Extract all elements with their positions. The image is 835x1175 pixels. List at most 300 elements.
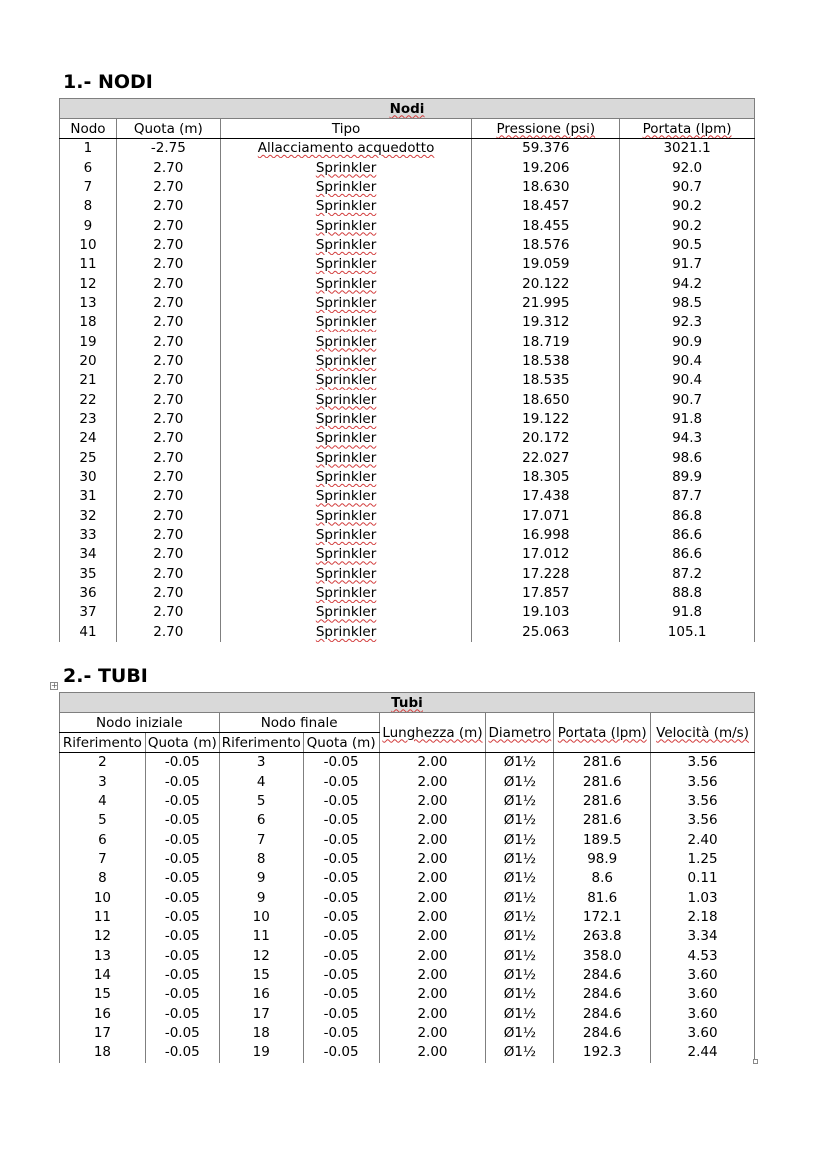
table-row bbox=[60, 565, 755, 584]
table-row bbox=[60, 623, 755, 642]
table-cell: -0.05 bbox=[145, 908, 219, 927]
table-cell: 32 bbox=[60, 507, 117, 526]
table-cell: 2.00 bbox=[379, 753, 486, 773]
tubi-header-diametro-label: Diametro bbox=[488, 724, 552, 741]
table-cell-text: Sprinkler bbox=[315, 256, 377, 273]
table-cell: 18 bbox=[60, 313, 117, 332]
tubi-header-velocita-label: Velocità (m/s) bbox=[656, 724, 749, 741]
tubi-header-nodo-finale: Nodo finale bbox=[219, 713, 379, 733]
table-cell: Ø1½ bbox=[486, 753, 554, 773]
table-cell bbox=[220, 468, 472, 487]
table-cell: 284.6 bbox=[554, 1024, 651, 1043]
table-row bbox=[60, 584, 755, 603]
table-cell: 15 bbox=[60, 985, 146, 1004]
table-cell: 2.00 bbox=[379, 811, 486, 830]
table-cell: 3.56 bbox=[651, 811, 755, 830]
table-cell: 2.70 bbox=[116, 332, 220, 351]
table-cell: 2.70 bbox=[116, 468, 220, 487]
table-cell: 86.8 bbox=[620, 507, 755, 526]
table-cell: 8 bbox=[219, 850, 303, 869]
table-cell: 2.00 bbox=[379, 1043, 486, 1062]
table-cell: 3.60 bbox=[651, 966, 755, 985]
table-cell: 281.6 bbox=[554, 811, 651, 830]
table-cell: 6 bbox=[219, 811, 303, 830]
table-cell: 98.6 bbox=[620, 449, 755, 468]
table-cell: 18.630 bbox=[472, 178, 620, 197]
table-cell-text: Sprinkler bbox=[315, 410, 377, 427]
table-cell: 18.457 bbox=[472, 197, 620, 216]
table-cell: 10 bbox=[219, 908, 303, 927]
table-cell: 0.11 bbox=[651, 869, 755, 888]
table-cell: 92.3 bbox=[620, 313, 755, 332]
table-cell: 2.18 bbox=[651, 908, 755, 927]
table-cell-text: Sprinkler bbox=[315, 314, 377, 331]
table-cell: 90.5 bbox=[620, 236, 755, 255]
table-cell: 19.122 bbox=[472, 410, 620, 429]
table-cell: 281.6 bbox=[554, 792, 651, 811]
table-cell: 21.995 bbox=[472, 294, 620, 313]
table-cell: 31 bbox=[60, 487, 117, 506]
table-cell: -0.05 bbox=[303, 792, 379, 811]
table-cell: 3.56 bbox=[651, 772, 755, 791]
table-cell bbox=[220, 526, 472, 545]
tubi-header-nodo-iniziale: Nodo iniziale bbox=[60, 713, 220, 733]
table-cell: 3 bbox=[219, 753, 303, 773]
table-cell: 41 bbox=[60, 623, 117, 642]
table-row bbox=[60, 792, 755, 811]
table-cell: 19.103 bbox=[472, 603, 620, 622]
table-cell-text: Sprinkler bbox=[315, 546, 377, 563]
table-cell: 2.70 bbox=[116, 623, 220, 642]
table-cell: Ø1½ bbox=[486, 850, 554, 869]
table-cell: 2.70 bbox=[116, 565, 220, 584]
table-cell: 22 bbox=[60, 390, 117, 409]
table-cell: 10 bbox=[60, 888, 146, 907]
table-cell: 90.4 bbox=[620, 352, 755, 371]
table-cell: -0.05 bbox=[145, 985, 219, 1004]
nodi-header-nodo: Nodo bbox=[60, 119, 117, 139]
table-resize-handle[interactable] bbox=[753, 1059, 758, 1064]
table-cell: 20.172 bbox=[472, 429, 620, 448]
table-cell-text: Sprinkler bbox=[315, 527, 377, 544]
table-cell: -0.05 bbox=[303, 927, 379, 946]
table-cell: 11 bbox=[219, 927, 303, 946]
table-cell: Ø1½ bbox=[486, 869, 554, 888]
table-cell: 189.5 bbox=[554, 830, 651, 849]
table-row bbox=[60, 390, 755, 409]
table-cell: 3.34 bbox=[651, 927, 755, 946]
table-cell bbox=[220, 410, 472, 429]
table-cell: 2.70 bbox=[116, 584, 220, 603]
table-row bbox=[60, 888, 755, 907]
tubi-header-lunghezza bbox=[379, 713, 486, 753]
table-cell: 18 bbox=[60, 1043, 146, 1062]
tubi-table bbox=[59, 692, 755, 1063]
table-cell: -0.05 bbox=[303, 772, 379, 791]
table-cell: Ø1½ bbox=[486, 811, 554, 830]
table-cell: 18 bbox=[219, 1024, 303, 1043]
table-cell: -0.05 bbox=[303, 946, 379, 965]
table-cell: -0.05 bbox=[145, 753, 219, 773]
table-cell: 281.6 bbox=[554, 753, 651, 773]
table-cell: 21 bbox=[60, 371, 117, 390]
table-cell: Ø1½ bbox=[486, 1043, 554, 1062]
table-cell: 2.00 bbox=[379, 985, 486, 1004]
table-cell: 13 bbox=[60, 294, 117, 313]
table-cell: 7 bbox=[60, 850, 146, 869]
table-cell-text: Sprinkler bbox=[315, 217, 377, 234]
table-cell: 2.00 bbox=[379, 966, 486, 985]
tubi-header-quota-finale: Quota (m) bbox=[303, 733, 379, 753]
table-cell: 15 bbox=[219, 966, 303, 985]
table-row bbox=[60, 1004, 755, 1023]
table-cell: 3021.1 bbox=[620, 139, 755, 159]
table-cell: 94.2 bbox=[620, 274, 755, 293]
table-cell: 90.2 bbox=[620, 216, 755, 235]
table-row bbox=[60, 526, 755, 545]
nodi-header-quota: Quota (m) bbox=[116, 119, 220, 139]
table-cell: 90.9 bbox=[620, 332, 755, 351]
table-cell bbox=[220, 352, 472, 371]
table-cell: 2.70 bbox=[116, 294, 220, 313]
table-cell: 5 bbox=[219, 792, 303, 811]
table-row bbox=[60, 468, 755, 487]
table-cell: 2.70 bbox=[116, 236, 220, 255]
table-cell: -0.05 bbox=[145, 792, 219, 811]
table-cell: 9 bbox=[219, 888, 303, 907]
table-cell: 18.576 bbox=[472, 236, 620, 255]
table-cell: -0.05 bbox=[145, 927, 219, 946]
table-row bbox=[60, 850, 755, 869]
table-cell: 22.027 bbox=[472, 449, 620, 468]
table-cell: 23 bbox=[60, 410, 117, 429]
nodi-header-pressione-label: Pressione (psi) bbox=[496, 120, 596, 137]
table-cell: 18.719 bbox=[472, 332, 620, 351]
table-cell: 90.7 bbox=[620, 390, 755, 409]
nodi-header-pressione bbox=[472, 119, 620, 139]
table-cell: 2 bbox=[60, 753, 146, 773]
table-cell-text: Sprinkler bbox=[315, 488, 377, 505]
table-cell: 9 bbox=[219, 869, 303, 888]
table-cell: 19.206 bbox=[472, 158, 620, 177]
table-cell: -0.05 bbox=[303, 888, 379, 907]
table-cell: 8 bbox=[60, 869, 146, 888]
table-cell: 2.70 bbox=[116, 197, 220, 216]
table-row bbox=[60, 545, 755, 564]
table-cell: 35 bbox=[60, 565, 117, 584]
table-cell: 16.998 bbox=[472, 526, 620, 545]
table-cell: 9 bbox=[60, 216, 117, 235]
table-cell-text: Sprinkler bbox=[315, 507, 377, 524]
table-cell-text: Sprinkler bbox=[315, 294, 377, 311]
table-cell: 25.063 bbox=[472, 623, 620, 642]
table-cell: 37 bbox=[60, 603, 117, 622]
table-cell bbox=[220, 255, 472, 274]
table-cell: 3 bbox=[60, 772, 146, 791]
nodi-table bbox=[59, 98, 755, 642]
table-cell: 2.70 bbox=[116, 603, 220, 622]
table-cell: 90.2 bbox=[620, 197, 755, 216]
nodi-header-portata bbox=[620, 119, 755, 139]
table-cell: 88.8 bbox=[620, 584, 755, 603]
table-cell: 87.2 bbox=[620, 565, 755, 584]
table-cell: 1 bbox=[60, 139, 117, 159]
table-cell: 2.00 bbox=[379, 869, 486, 888]
table-cell: -0.05 bbox=[145, 1004, 219, 1023]
table-cell: 2.44 bbox=[651, 1043, 755, 1062]
table-cell: Ø1½ bbox=[486, 830, 554, 849]
table-row bbox=[60, 507, 755, 526]
tubi-header-portata-label: Portata (lpm) bbox=[557, 724, 647, 741]
table-row bbox=[60, 236, 755, 255]
table-cell: 2.70 bbox=[116, 545, 220, 564]
table-cell: 1.25 bbox=[651, 850, 755, 869]
table-cell: 2.70 bbox=[116, 390, 220, 409]
table-cell: 16 bbox=[60, 1004, 146, 1023]
table-cell: 2.70 bbox=[116, 526, 220, 545]
table-cell-text: Sprinkler bbox=[315, 178, 377, 195]
table-cell: 7 bbox=[219, 830, 303, 849]
table-cell: 2.00 bbox=[379, 1024, 486, 1043]
table-cell: 11 bbox=[60, 255, 117, 274]
tubi-header-velocita bbox=[651, 713, 755, 753]
table-cell bbox=[220, 178, 472, 197]
table-cell: 25 bbox=[60, 449, 117, 468]
table-cell: 20 bbox=[60, 352, 117, 371]
table-cell: 2.70 bbox=[116, 487, 220, 506]
table-cell: 34 bbox=[60, 545, 117, 564]
table-cell: -0.05 bbox=[145, 772, 219, 791]
table-cell: Ø1½ bbox=[486, 985, 554, 1004]
table-cell-text: Sprinkler bbox=[315, 159, 377, 176]
table-cell: 6 bbox=[60, 158, 117, 177]
table-cell: 20.122 bbox=[472, 274, 620, 293]
table-cell-text: Sprinkler bbox=[315, 585, 377, 602]
table-cell: 13 bbox=[60, 946, 146, 965]
table-cell: -0.05 bbox=[303, 830, 379, 849]
table-cell: 14 bbox=[60, 966, 146, 985]
table-row bbox=[60, 1024, 755, 1043]
table-cell: 2.70 bbox=[116, 255, 220, 274]
table-cell: 17.012 bbox=[472, 545, 620, 564]
nodi-header-tipo: Tipo bbox=[220, 119, 472, 139]
table-cell: 86.6 bbox=[620, 526, 755, 545]
table-cell: 172.1 bbox=[554, 908, 651, 927]
table-row bbox=[60, 927, 755, 946]
table-cell: -0.05 bbox=[303, 1024, 379, 1043]
table-cell-text: Sprinkler bbox=[315, 198, 377, 215]
table-cell: 17.071 bbox=[472, 507, 620, 526]
table-cell: 3.60 bbox=[651, 1004, 755, 1023]
table-cell: 2.70 bbox=[116, 371, 220, 390]
table-row bbox=[60, 830, 755, 849]
table-cell-text: Sprinkler bbox=[315, 604, 377, 621]
table-cell: 263.8 bbox=[554, 927, 651, 946]
table-cell: 2.70 bbox=[116, 274, 220, 293]
table-row bbox=[60, 946, 755, 965]
table-cell: 2.00 bbox=[379, 792, 486, 811]
table-cell: 89.9 bbox=[620, 468, 755, 487]
table-cell bbox=[220, 584, 472, 603]
nodi-table-title: Nodi bbox=[60, 99, 755, 119]
table-cell: 59.376 bbox=[472, 139, 620, 159]
table-row bbox=[60, 313, 755, 332]
table-cell bbox=[220, 565, 472, 584]
table-cell-text: Sprinkler bbox=[315, 275, 377, 292]
table-row bbox=[60, 966, 755, 985]
table-cell: 19.059 bbox=[472, 255, 620, 274]
table-cell bbox=[220, 139, 472, 159]
table-cell: 284.6 bbox=[554, 966, 651, 985]
table-move-handle-icon[interactable]: + bbox=[51, 681, 58, 690]
table-cell: -2.75 bbox=[116, 139, 220, 159]
table-cell: Ø1½ bbox=[486, 927, 554, 946]
tubi-table-body bbox=[60, 753, 755, 1063]
table-row bbox=[60, 158, 755, 177]
table-cell: 91.7 bbox=[620, 255, 755, 274]
table-cell: Ø1½ bbox=[486, 888, 554, 907]
table-cell: 2.00 bbox=[379, 888, 486, 907]
table-cell-text: Sprinkler bbox=[315, 391, 377, 408]
tubi-header-diametro bbox=[486, 713, 554, 753]
section-heading-tubi: 2.- TUBI bbox=[63, 665, 148, 687]
table-cell: 2.70 bbox=[116, 449, 220, 468]
table-cell-text: Sprinkler bbox=[315, 372, 377, 389]
table-cell: 2.00 bbox=[379, 927, 486, 946]
table-row bbox=[60, 985, 755, 1004]
table-cell: 24 bbox=[60, 429, 117, 448]
table-cell: 2.00 bbox=[379, 908, 486, 927]
table-cell: 8.6 bbox=[554, 869, 651, 888]
table-cell: 2.70 bbox=[116, 352, 220, 371]
table-cell-text: Sprinkler bbox=[315, 333, 377, 350]
table-cell: 2.70 bbox=[116, 313, 220, 332]
table-row bbox=[60, 274, 755, 293]
table-row bbox=[60, 811, 755, 830]
table-cell bbox=[220, 507, 472, 526]
table-cell: 92.0 bbox=[620, 158, 755, 177]
table-cell: -0.05 bbox=[303, 1004, 379, 1023]
table-cell: -0.05 bbox=[303, 850, 379, 869]
nodi-header-portata-label: Portata (lpm) bbox=[642, 120, 732, 137]
tubi-header-lunghezza-label: Lunghezza (m) bbox=[382, 724, 483, 741]
table-cell: 4 bbox=[219, 772, 303, 791]
section-heading-nodi: 1.- NODI bbox=[63, 71, 153, 93]
table-cell: 17 bbox=[60, 1024, 146, 1043]
table-cell: 2.70 bbox=[116, 507, 220, 526]
table-cell: 18.650 bbox=[472, 390, 620, 409]
table-cell: 19 bbox=[60, 332, 117, 351]
table-cell: 2.00 bbox=[379, 946, 486, 965]
table-cell: 12 bbox=[60, 927, 146, 946]
table-cell: 1.03 bbox=[651, 888, 755, 907]
table-cell: 2.40 bbox=[651, 830, 755, 849]
table-row bbox=[60, 332, 755, 351]
table-cell: 3.56 bbox=[651, 753, 755, 773]
table-cell: 10 bbox=[60, 236, 117, 255]
tubi-header-portata bbox=[554, 713, 651, 753]
table-cell: 192.3 bbox=[554, 1043, 651, 1062]
table-cell bbox=[220, 197, 472, 216]
table-cell: 94.3 bbox=[620, 429, 755, 448]
tubi-header-quota-iniziale: Quota (m) bbox=[145, 733, 219, 753]
table-cell: Ø1½ bbox=[486, 792, 554, 811]
table-cell bbox=[220, 390, 472, 409]
table-cell: -0.05 bbox=[145, 869, 219, 888]
table-cell-text: Sprinkler bbox=[315, 565, 377, 582]
table-cell: 7 bbox=[60, 178, 117, 197]
table-cell: -0.05 bbox=[303, 869, 379, 888]
table-cell: 11 bbox=[60, 908, 146, 927]
table-cell-text: Sprinkler bbox=[315, 352, 377, 369]
table-row bbox=[60, 410, 755, 429]
table-row bbox=[60, 352, 755, 371]
table-cell: -0.05 bbox=[145, 966, 219, 985]
table-cell: -0.05 bbox=[303, 966, 379, 985]
table-cell bbox=[220, 294, 472, 313]
table-cell: 17.438 bbox=[472, 487, 620, 506]
table-cell: -0.05 bbox=[303, 753, 379, 773]
table-cell: 358.0 bbox=[554, 946, 651, 965]
table-cell: 30 bbox=[60, 468, 117, 487]
table-cell: 4 bbox=[60, 792, 146, 811]
table-cell: Ø1½ bbox=[486, 1024, 554, 1043]
table-row bbox=[60, 255, 755, 274]
table-cell: -0.05 bbox=[303, 985, 379, 1004]
table-row bbox=[60, 1043, 755, 1062]
table-cell: -0.05 bbox=[145, 1024, 219, 1043]
table-cell-text: Allacciamento acquedotto bbox=[257, 140, 435, 157]
table-cell: 36 bbox=[60, 584, 117, 603]
table-row bbox=[60, 216, 755, 235]
table-cell: 18.305 bbox=[472, 468, 620, 487]
tubi-header-riferimento-iniziale: Riferimento bbox=[60, 733, 146, 753]
table-cell: -0.05 bbox=[145, 888, 219, 907]
table-cell: 17.228 bbox=[472, 565, 620, 584]
table-cell: 2.00 bbox=[379, 830, 486, 849]
table-cell: -0.05 bbox=[303, 908, 379, 927]
table-cell bbox=[220, 623, 472, 642]
table-cell: 281.6 bbox=[554, 772, 651, 791]
table-cell: 2.70 bbox=[116, 216, 220, 235]
table-row bbox=[60, 603, 755, 622]
table-cell: 19.312 bbox=[472, 313, 620, 332]
table-cell: 98.5 bbox=[620, 294, 755, 313]
table-cell bbox=[220, 487, 472, 506]
table-cell bbox=[220, 545, 472, 564]
table-cell: 98.9 bbox=[554, 850, 651, 869]
table-cell: 18.538 bbox=[472, 352, 620, 371]
table-cell: 17 bbox=[219, 1004, 303, 1023]
nodi-table-body bbox=[60, 139, 755, 642]
table-cell-text: Sprinkler bbox=[315, 623, 377, 640]
table-row bbox=[60, 487, 755, 506]
table-cell: 17.857 bbox=[472, 584, 620, 603]
table-row bbox=[60, 449, 755, 468]
table-cell: 6 bbox=[60, 830, 146, 849]
tubi-header-riferimento-finale: Riferimento bbox=[219, 733, 303, 753]
table-cell bbox=[220, 603, 472, 622]
table-cell bbox=[220, 429, 472, 448]
table-cell: 2.00 bbox=[379, 1004, 486, 1023]
table-cell: 5 bbox=[60, 811, 146, 830]
table-cell: Ø1½ bbox=[486, 946, 554, 965]
table-row bbox=[60, 869, 755, 888]
table-cell-text: Sprinkler bbox=[315, 236, 377, 253]
table-cell: 2.00 bbox=[379, 850, 486, 869]
table-cell: 91.8 bbox=[620, 603, 755, 622]
table-cell: -0.05 bbox=[145, 946, 219, 965]
